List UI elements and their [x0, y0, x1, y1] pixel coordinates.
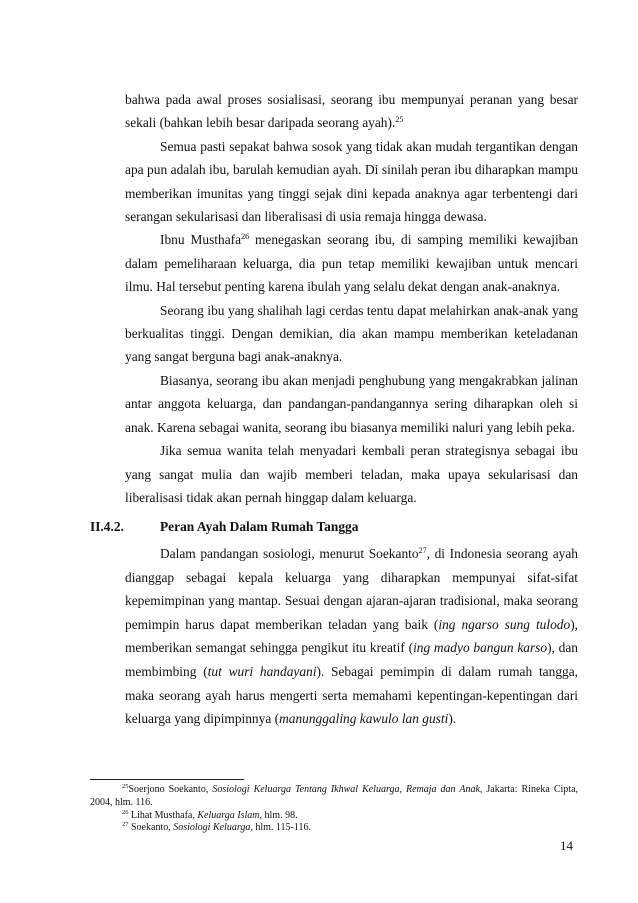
text-run: ).: [448, 711, 457, 727]
text-run: bahwa pada awal proses sosialisasi, seorang ibu mempunyai peranan yang besar sekali (bahkan lebih besar daripada seorang ayah).: [125, 92, 578, 131]
paragraph: [125, 88, 578, 135]
footnotes: [90, 784, 578, 835]
body-text-upper: [125, 88, 578, 509]
text-run: Biasanya, seorang ibu akan menjadi penghubung yang mengakrabkan jalinan antar anggota keluarga, dan pandangan-pandangannya sering diharapkan oleh si anak. Karena sebagai wanita, seorang ibu biasanya memiliki naluri yang lebih peka.: [125, 372, 578, 435]
text-run: Seorang ibu yang shalihah lagi cerdas tentu dapat melahirkan anak-anak yang berkualitas tinggi. Dengan demikian, dia akan mampu memberikan keteladanan yang sangat berguna bagi anak-anaknya.: [125, 302, 578, 365]
footnote: [90, 784, 578, 810]
italic-text: manunggaling kawulo lan gusti: [279, 711, 449, 727]
paragraph: [125, 369, 578, 439]
italic-text: ing madyo bangun karso: [413, 640, 548, 656]
footnote-ref: 25: [122, 783, 129, 790]
text-run: Soerjono Soekanto,: [128, 784, 213, 795]
paragraph: [125, 135, 578, 229]
footnote: [90, 822, 578, 835]
section-title: Peran Ayah Dalam Rumah Tangga: [160, 519, 359, 534]
paragraph: [125, 542, 578, 731]
text-run: Soekanto,: [128, 822, 174, 834]
italic-text: ing ngarso sung tulodo: [438, 616, 571, 632]
section-number: II.4.2.: [90, 519, 124, 534]
text-run: , hlm. 115-116.: [250, 822, 312, 834]
text-run: Ibnu Musthafa: [160, 232, 242, 248]
italic-text: Keluarga Islam: [197, 809, 260, 821]
page-number: 14: [560, 838, 573, 853]
text-run: Dalam pandangan sosiologi, menurut Soekanto: [160, 546, 419, 561]
footnote-ref: 26: [241, 232, 250, 242]
body-text-section: [125, 542, 578, 731]
footnote-separator: [90, 779, 244, 780]
text-run: ), memberikan semangat sehingga pengikut itu kreatif (: [125, 616, 578, 656]
paragraph: [125, 439, 578, 509]
text-run: ), dan membimbing (: [125, 640, 578, 679]
paragraph: [125, 228, 578, 298]
section-heading: [90, 517, 358, 537]
footnote-ref: 27: [122, 821, 129, 829]
text-run: Jika semua wanita telah menyadari kembali peran strategisnya sebagai ibu yang sangat mulia dan wajib memberi teladan, maka upaya sekularisasi dan liberalisasi tidak akan pernah hinggap dalam keluarga.: [125, 443, 578, 505]
text-run: , Jakarta: Rineka Cipta, 2004, hlm. 116.: [90, 784, 579, 808]
italic-text: tut wuri handayani: [207, 663, 317, 679]
text-run: , di Indonesia seorang ayah dianggap sebagai kepala keluarga yang diharapkan mempunyai sifat-sifat kepemimpinan yang mantap. Sesuai dengan ajaran-ajaran tradisional, maka seorang pemimpin harus dapat memberikan teladan yang baik (: [125, 546, 578, 632]
footnote: [90, 810, 578, 823]
paragraph: [125, 299, 578, 369]
text-run: menegaskan seorang ibu, di samping memiliki kewajiban dalam pemeliharaan keluarga, dia pun tetap memiliki kewajiban untuk mencari ilmu. Hal tersebut penting karena ibulah yang selalu dekat dengan anak-anaknya.: [125, 232, 579, 295]
text-run: Lihat Musthafa,: [128, 809, 198, 821]
italic-text: Sosiologi Keluarga: [173, 822, 251, 834]
footnote-ref: 27: [418, 546, 427, 555]
footnote-ref: 26: [122, 808, 129, 816]
text-run: Semua pasti sepakat bahwa sosok yang tidak akan mudah tergantikan dengan apa pun adalah ibu, barulah kemudian ayah. Di sinilah peran ibu diharapkan mampu memberikan imunitas yang tinggi sejak dini kepada anaknya agar terbentengi dari serangan sekularisasi dan liberalisasi di usia remaja hingga dewasa.: [125, 138, 578, 225]
text-run: , hlm. 98.: [259, 809, 298, 821]
italic-text: Sosiologi Keluarga Tentang Ikhwal Keluarga, Remaja dan Anak: [212, 784, 480, 795]
footnote-ref: 25: [395, 115, 404, 125]
text-run: ). Sebagai pemimpin di dalam rumah tangga, maka seorang ayah harus mengerti serta memahami kepentingan-kepentingan dari keluarga yang dipimpinnya (: [125, 663, 579, 727]
